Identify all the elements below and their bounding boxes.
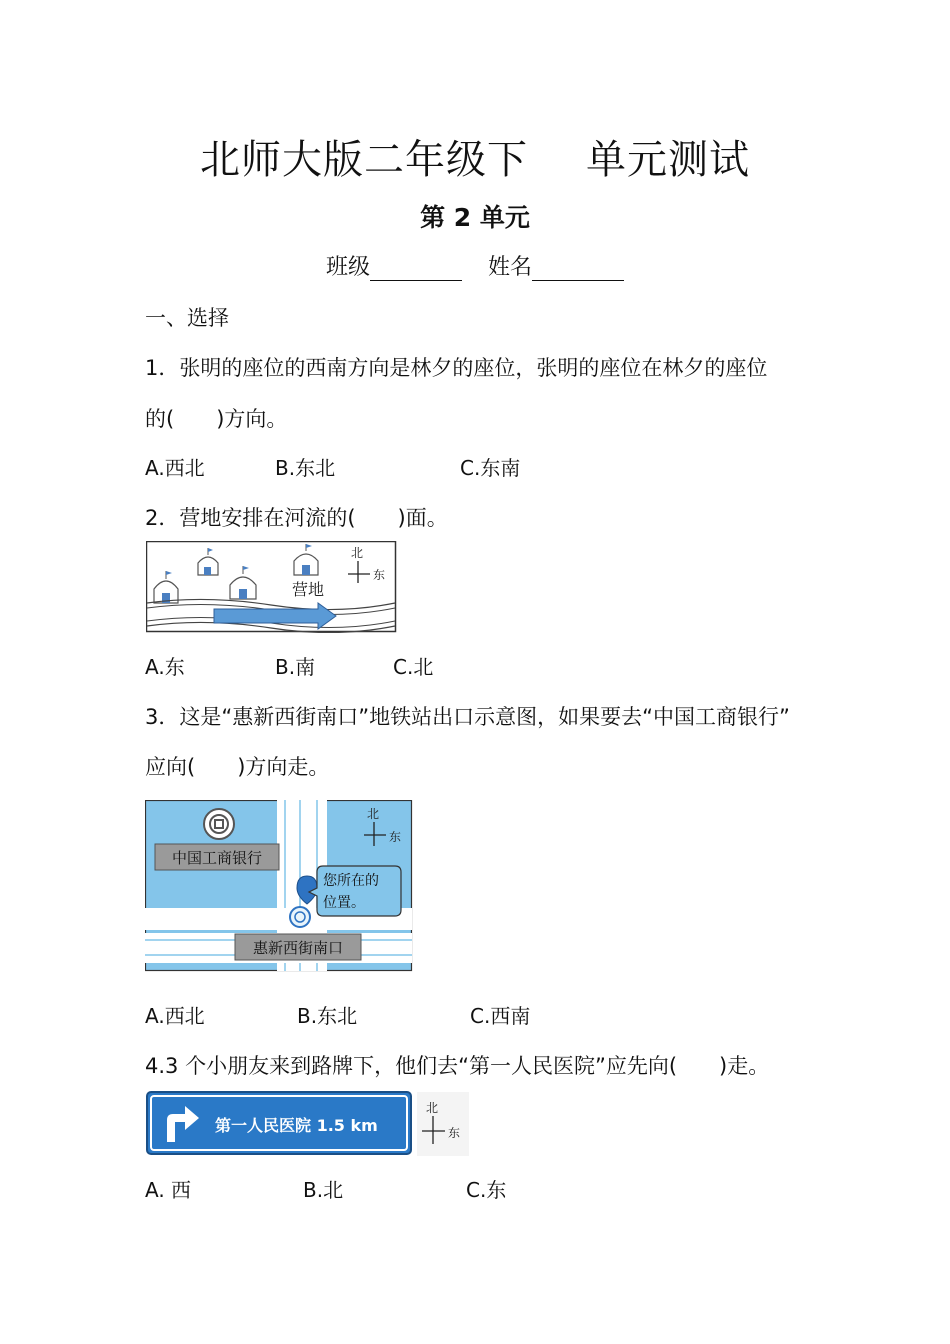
- q3-option-b[interactable]: B.东北: [297, 1004, 358, 1028]
- q4-option-a[interactable]: A. 西: [145, 1178, 192, 1202]
- compass-east-label: 东: [373, 568, 386, 582]
- bank-logo-icon: [204, 809, 234, 839]
- station-label: 惠新西街南口: [252, 939, 344, 957]
- q1-option-a[interactable]: A.西北: [145, 456, 205, 480]
- q1-line1: 1．张明的座位的西南方向是林夕的座位，张明的座位在林夕的座位: [145, 356, 768, 380]
- title-right: 单元测试: [586, 137, 750, 183]
- q2-line1: 2．营地安排在河流的( )面。: [145, 506, 448, 530]
- compass-north-label: 北: [426, 1101, 439, 1115]
- sign-text: 第一人民医院 1.5 km: [215, 1116, 378, 1135]
- page-title: [0, 128, 950, 185]
- unit-subtitle: 第 2 单元: [420, 203, 530, 232]
- q2-option-c[interactable]: C.北: [393, 655, 434, 679]
- q3-option-c[interactable]: C.西南: [470, 1004, 531, 1028]
- compass-north-label: 北: [351, 546, 364, 560]
- class-name-line: [0, 250, 950, 281]
- subway-exit-map: [145, 800, 413, 972]
- q4-line1: 4.3 个小朋友来到路牌下，他们去“第一人民医院”应先向( )走。: [145, 1054, 770, 1078]
- callout-line1: 您所在的: [323, 873, 379, 889]
- class-label: 班级: [325, 255, 370, 280]
- road-sign-figure: [145, 1090, 471, 1158]
- q1-line2: 的( )方向。: [145, 407, 288, 431]
- title-left: 北师大版二年级下: [200, 137, 528, 183]
- compass-north-label: 北: [367, 807, 380, 821]
- camp-river-figure: [146, 541, 398, 633]
- section-heading: 一、选择: [145, 306, 229, 330]
- callout-line2: 位置。: [323, 895, 365, 911]
- name-blank[interactable]: [532, 256, 624, 281]
- q1-option-b[interactable]: B.东北: [275, 456, 336, 480]
- bank-label: 中国工商银行: [171, 849, 263, 867]
- compass-east-label: 东: [448, 1126, 461, 1140]
- q2-option-b[interactable]: B.南: [275, 655, 316, 679]
- q4-option-c[interactable]: C.东: [466, 1178, 507, 1202]
- q2-option-a[interactable]: A.东: [145, 655, 185, 679]
- q4-option-b[interactable]: B.北: [303, 1178, 344, 1202]
- name-label: 姓名: [488, 255, 533, 280]
- camp-label: 营地: [292, 580, 325, 599]
- q1-option-c[interactable]: C.东南: [460, 456, 521, 480]
- class-blank[interactable]: [370, 256, 462, 281]
- subway-exit-icon: [290, 907, 310, 927]
- compass-east-label: 东: [389, 830, 402, 844]
- q3-option-a[interactable]: A.西北: [145, 1004, 205, 1028]
- q3-line2: 应向( )方向走。: [145, 755, 330, 779]
- q3-line1: 3．这是“惠新西街南口”地铁站出口示意图，如果要去“中国工商银行”: [145, 705, 790, 729]
